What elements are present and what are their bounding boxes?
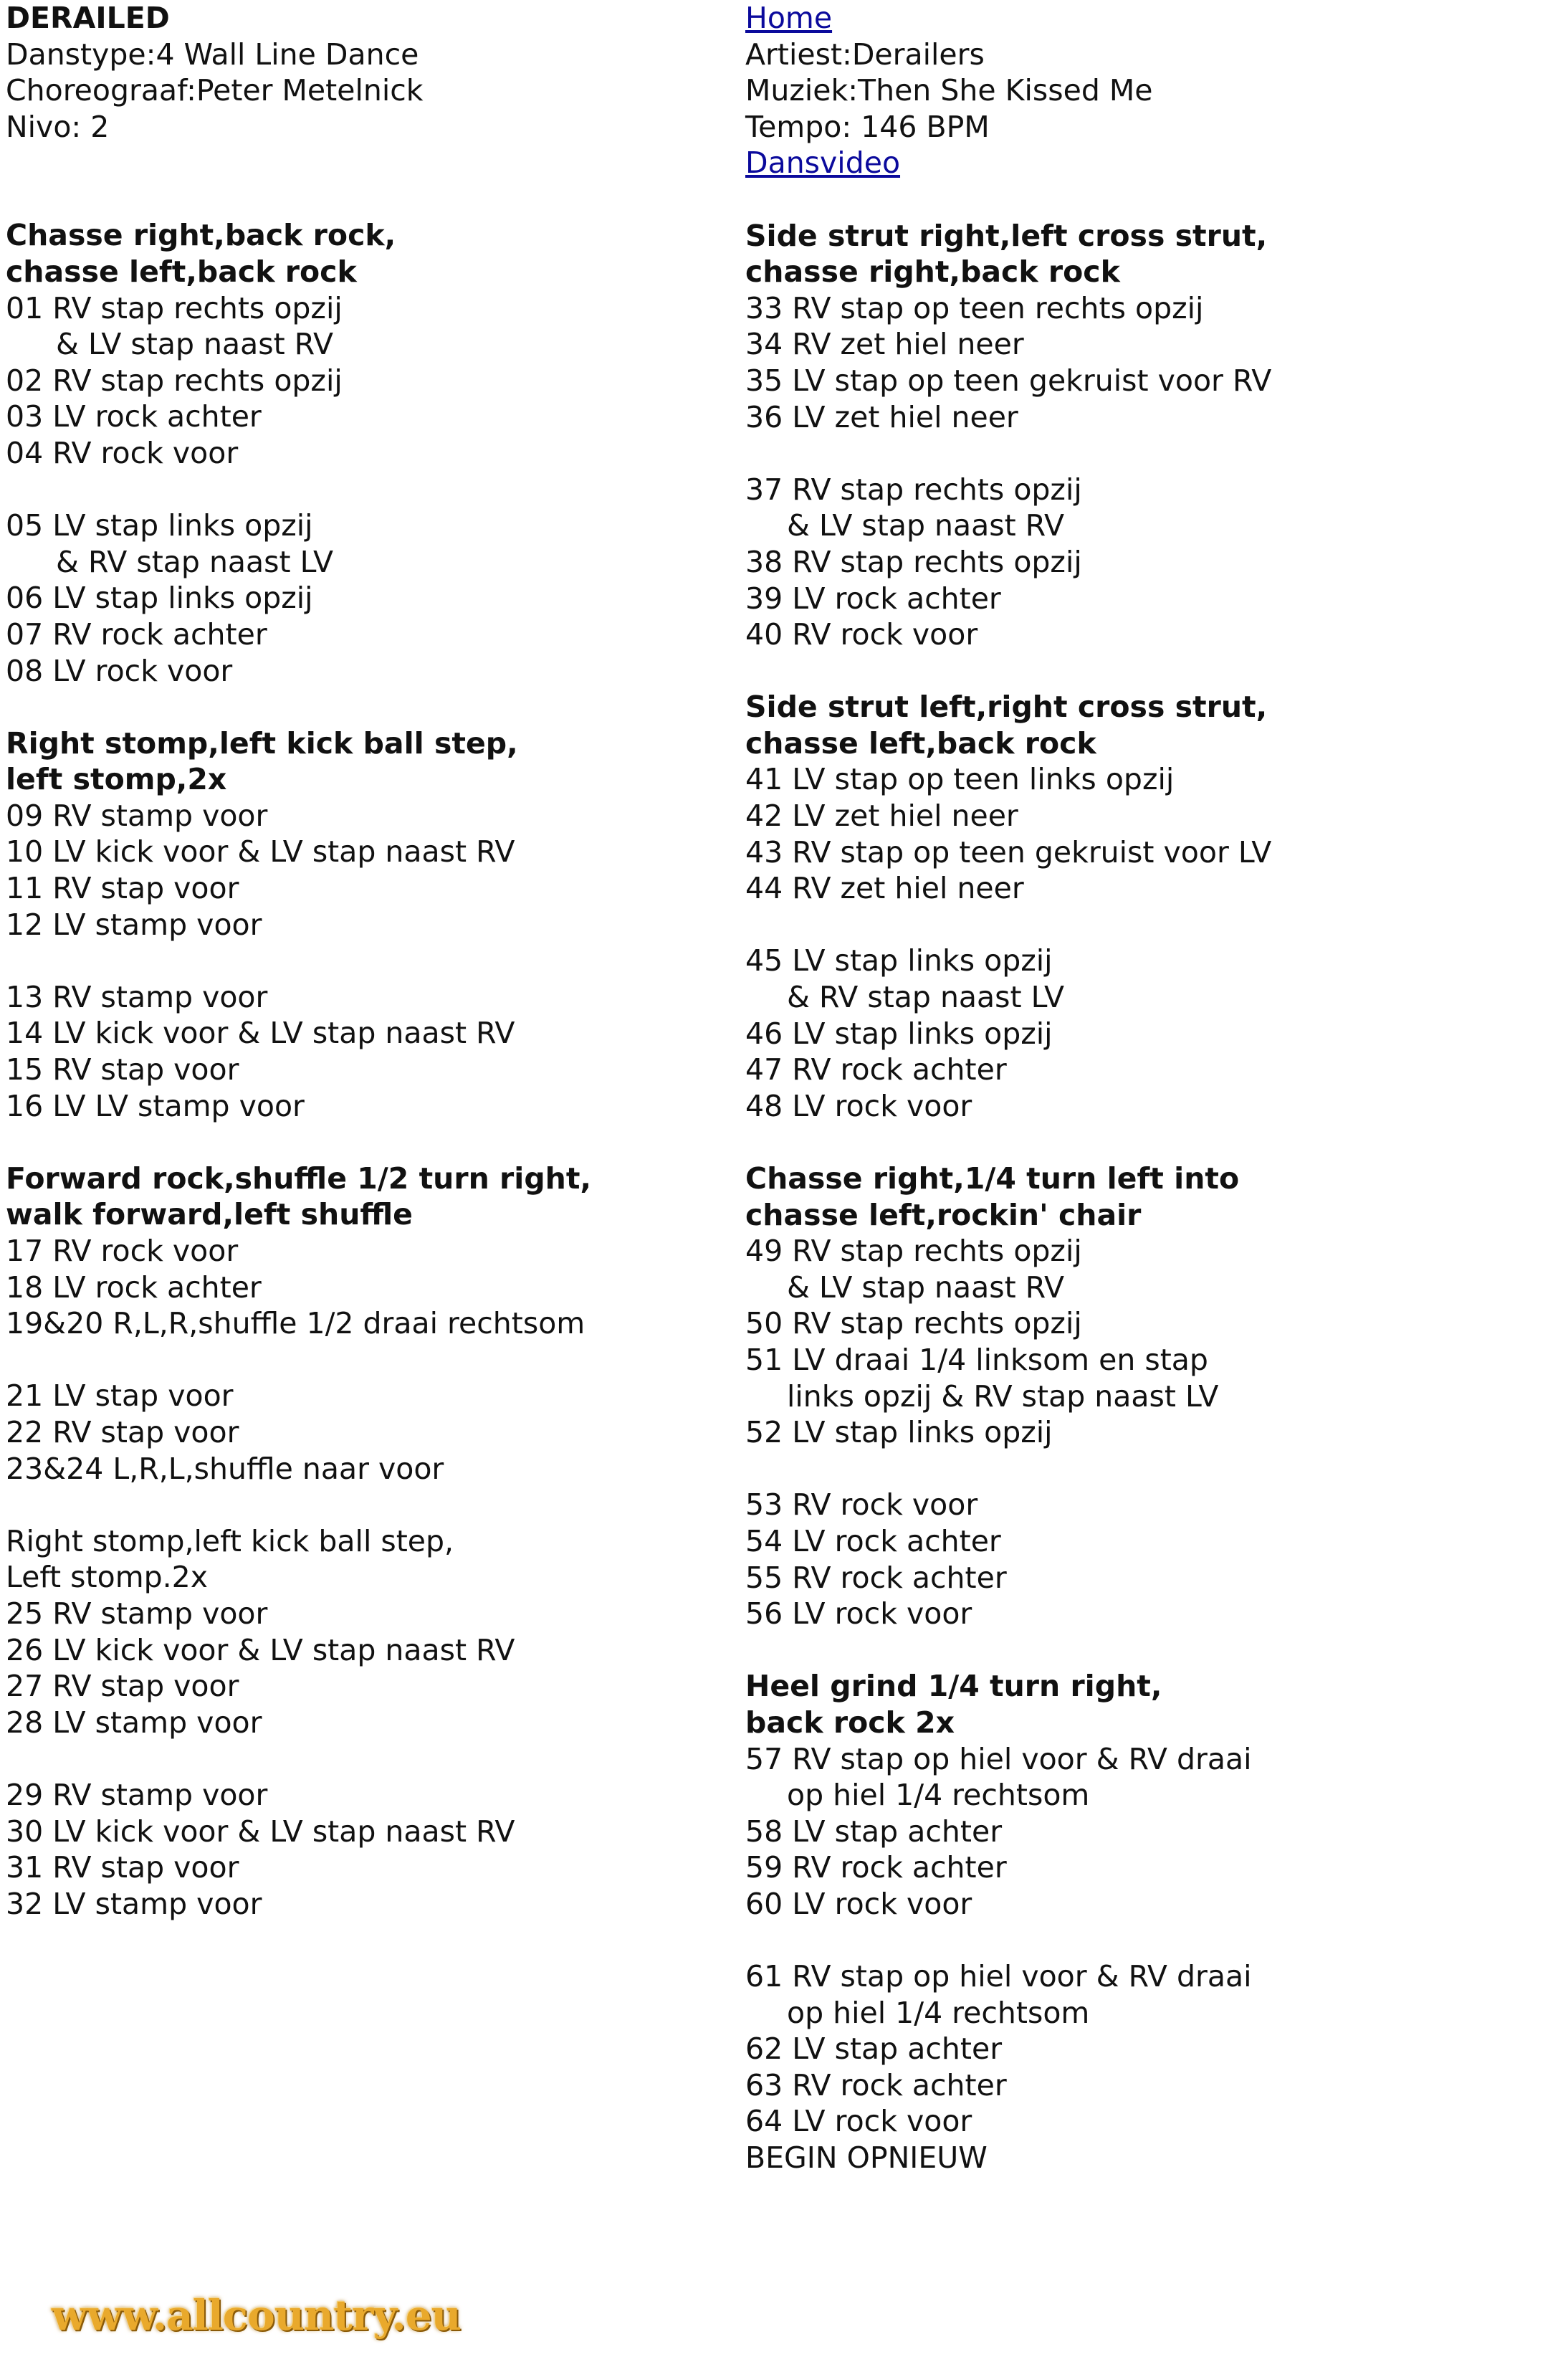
step-line: 47 RV rock achter xyxy=(745,1052,1007,1087)
step-line: & LV stap naast RV xyxy=(56,327,334,362)
section-title: chasse left,back rock xyxy=(6,254,357,289)
step-line: 19&20 R,L,R,shuffle 1/2 draai rechtsom xyxy=(6,1306,585,1341)
step-line: 23&24 L,R,L,shuffle naar voor xyxy=(6,1451,444,1486)
step-line: 60 LV rock voor xyxy=(745,1886,972,1921)
step-line: 09 RV stamp voor xyxy=(6,798,268,833)
step-line: 14 LV kick voor & LV stap naast RV xyxy=(6,1016,515,1051)
step-line: 34 RV zet hiel neer xyxy=(745,327,1024,362)
step-line: 57 RV stap op hiel voor & RV draai xyxy=(745,1741,1252,1776)
step-line: 64 LV rock voor xyxy=(745,2104,972,2139)
step-line: 10 LV kick voor & LV stap naast RV xyxy=(6,834,515,870)
step-line: 46 LV stap links opzij xyxy=(745,1016,1053,1051)
step-line: 08 LV rock voor xyxy=(6,653,233,688)
step-line: 32 LV stamp voor xyxy=(6,1886,262,1921)
site-logo: www.allcountry.eu xyxy=(52,2291,461,2340)
dance-video-link[interactable]: Dansvideo xyxy=(745,146,901,181)
artist: Artiest:Derailers xyxy=(745,37,985,72)
step-line: 49 RV stap rechts opzij xyxy=(745,1234,1082,1269)
step-line: 35 LV stap op teen gekruist voor RV xyxy=(745,363,1272,398)
step-line: 54 LV rock achter xyxy=(745,1523,1001,1558)
step-line: 27 RV stap voor xyxy=(6,1669,239,1704)
step-line: 28 LV stamp voor xyxy=(6,1705,262,1740)
right-column xyxy=(745,0,1562,2176)
step-line: 21 LV stap voor xyxy=(6,1378,234,1414)
step-line: 37 RV stap rechts opzij xyxy=(745,472,1082,507)
step-line: & RV stap naast LV xyxy=(56,544,334,579)
step-line: 62 LV stap achter xyxy=(745,2032,1003,2067)
step-line: 41 LV stap op teen links opzij xyxy=(745,762,1175,797)
step-line: 50 RV stap rechts opzij xyxy=(745,1306,1082,1341)
section-title: Side strut left,right cross strut, xyxy=(745,690,1268,725)
dance-type: Danstype:4 Wall Line Dance xyxy=(6,37,419,72)
step-line: 52 LV stap links opzij xyxy=(745,1415,1053,1450)
section-title: chasse left,rockin' chair xyxy=(745,1197,1142,1232)
step-line: 31 RV stap voor xyxy=(6,1850,239,1885)
step-line: 42 LV zet hiel neer xyxy=(745,799,1018,834)
choreographer: Choreograaf:Peter Metelnick xyxy=(6,73,424,108)
step-line: 13 RV stamp voor xyxy=(6,979,268,1014)
step-line: 17 RV rock voor xyxy=(6,1234,239,1268)
step-line: 61 RV stap op hiel voor & RV draai xyxy=(745,1959,1252,1994)
step-line: 22 RV stap voor xyxy=(6,1414,239,1449)
step-line: 55 RV rock achter xyxy=(745,1560,1007,1595)
step-line: 33 RV stap op teen rechts opzij xyxy=(745,290,1204,325)
step-line: 02 RV stap rechts opzij xyxy=(6,363,343,398)
step-line: links opzij & RV stap naast LV xyxy=(787,1378,1219,1414)
step-line: 38 RV stap rechts opzij xyxy=(745,544,1082,579)
step-line: 51 LV draai 1/4 linksom en stap xyxy=(745,1342,1208,1377)
step-line: 07 RV rock achter xyxy=(6,616,267,652)
step-line: 56 LV rock voor xyxy=(745,1596,972,1632)
step-line: 48 LV rock voor xyxy=(745,1088,972,1123)
step-line: 26 LV kick voor & LV stap naast RV xyxy=(6,1632,515,1667)
step-line: 12 LV stamp voor xyxy=(6,907,262,942)
step-line: op hiel 1/4 rechtsom xyxy=(787,1995,1090,2030)
section-title: Right stomp,left kick ball step, xyxy=(6,725,518,761)
section-title: chasse left,back rock xyxy=(745,725,1096,761)
step-line: & RV stap naast LV xyxy=(787,980,1065,1015)
step-line: 06 LV stap links opzij xyxy=(6,581,313,616)
section-title: Chasse right,1/4 turn left into xyxy=(745,1161,1240,1196)
step-line: BEGIN OPNIEUW xyxy=(745,2140,988,2176)
home-link[interactable]: Home xyxy=(745,1,833,35)
step-line: 01 RV stap rechts opzij xyxy=(6,290,343,325)
step-line: 11 RV stap voor xyxy=(6,871,239,906)
section-title: walk forward,left shuffle xyxy=(6,1197,413,1232)
step-line: 29 RV stamp voor xyxy=(6,1777,268,1812)
step-line: op hiel 1/4 rechtsom xyxy=(787,1778,1090,1813)
step-line: & LV stap naast RV xyxy=(787,508,1065,543)
step-line: 05 LV stap links opzij xyxy=(6,508,313,543)
step-line: 59 RV rock achter xyxy=(745,1850,1007,1885)
dance-title: DERAILED xyxy=(6,1,170,35)
section-title: Side strut right,left cross strut, xyxy=(745,218,1268,253)
tempo: Tempo: 146 BPM xyxy=(745,109,990,144)
section-title: Right stomp,left kick ball step, xyxy=(6,1523,454,1558)
page xyxy=(6,0,1561,2372)
step-line: 04 RV rock voor xyxy=(6,435,239,470)
step-line: 39 LV rock achter xyxy=(745,581,1001,616)
section-title: Left stomp.2x xyxy=(6,1560,209,1595)
step-line: 45 LV stap links opzij xyxy=(745,943,1053,978)
section-title: back rock 2x xyxy=(745,1705,955,1740)
step-line: 16 LV LV stamp voor xyxy=(6,1088,305,1123)
music: Muziek:Then She Kissed Me xyxy=(745,73,1153,108)
section-title: Heel grind 1/4 turn right, xyxy=(745,1669,1162,1704)
step-line: 63 RV rock achter xyxy=(745,2067,1007,2102)
left-column xyxy=(6,0,722,1922)
step-line: 36 LV zet hiel neer xyxy=(745,399,1018,434)
step-line: 03 LV rock achter xyxy=(6,399,262,434)
step-line: 40 RV rock voor xyxy=(745,617,978,652)
section-title: Forward rock,shuffle 1/2 turn right, xyxy=(6,1161,592,1196)
level: Nivo: 2 xyxy=(6,109,110,144)
step-line: 58 LV stap achter xyxy=(745,1814,1003,1849)
step-line: 43 RV stap op teen gekruist voor LV xyxy=(745,834,1272,870)
step-line: & LV stap naast RV xyxy=(787,1270,1065,1305)
step-line: 30 LV kick voor & LV stap naast RV xyxy=(6,1814,515,1849)
step-line: 44 RV zet hiel neer xyxy=(745,871,1024,906)
section-title: chasse right,back rock xyxy=(745,254,1120,290)
step-line: 15 RV stap voor xyxy=(6,1052,239,1087)
step-line: 25 RV stamp voor xyxy=(6,1596,268,1631)
step-line: 18 LV rock achter xyxy=(6,1270,262,1305)
step-line: 53 RV rock voor xyxy=(745,1487,978,1523)
section-title: left stomp,2x xyxy=(6,762,227,797)
section-title: Chasse right,back rock, xyxy=(6,218,396,253)
